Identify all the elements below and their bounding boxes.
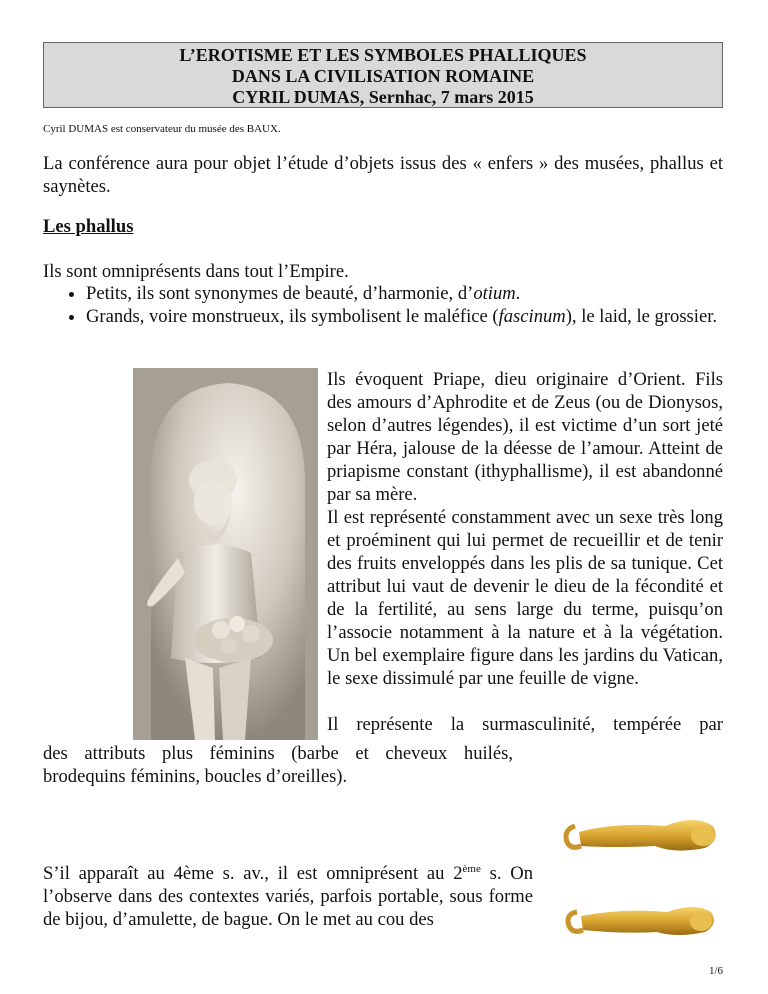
title-line-2: DANS LA CIVILISATION ROMAINE [231, 66, 535, 86]
gold-amulets-photo [555, 786, 725, 956]
priape-paragraph-1: Ils évoquent Priape, dieu originaire d’Orient. Fils des amours d’Aphrodite et de Zeus (ou de Dionysos, selon d’autres légendes), il est victime d’un sort jeté par Héra, jalouse de la déesse de l’amour. Atteint de priapisme constant (ithyphallisme), il est abandonné par sa mère. [327, 369, 723, 505]
author-note: Cyril DUMAS est conservateur du musée des BAUX. [43, 123, 281, 135]
bullet-item: • Petits, ils sont synonymes de beauté, d’harmonie, d’otium. [86, 282, 747, 305]
bullet-item: • Grands, voire monstrueux, ils symbolisent le maléfice (fascinum), le laid, le grossier. [86, 305, 747, 328]
priape-paragraph-3-start: Il représente la surmasculinité, tempérée par [327, 714, 723, 735]
priapus-statue-photo [133, 368, 318, 740]
page-number: 1/6 [708, 965, 723, 977]
intro-paragraph: La conférence aura pour objet l’étude d’objets issus des « enfers » des musées, phallus et saynètes. [43, 153, 723, 197]
title-line-3: CYRIL DUMAS, Sernhac, 7 mars 2015 [232, 87, 534, 107]
century-paragraph: S’il apparaît au 4ème s. av., il est omniprésent au 2ème s. On l’observe dans des contextes variés, parfois portable, sous forme de bijou, d’amulette, de bague. On le met au cou des [43, 863, 534, 931]
right-column [327, 368, 723, 736]
section-heading: Les phallus [43, 216, 134, 237]
bullet-list [62, 282, 747, 328]
title-box [43, 42, 723, 108]
title-line-1: L’EROTISME ET LES SYMBOLES PHALLIQUES [179, 45, 587, 65]
lead-sentence: Ils sont omniprésents dans tout l’Empire. [43, 261, 349, 282]
priape-paragraph-2: Il est représenté constamment avec un sexe très long et proéminent qui lui permet de recueillir et de tenir des fruits enveloppés dans les plis de sa tunique. Cet attribut lui vaut de devenir le dieu de la fécondité et de la fertilité, au sens large du terme, puisqu’on l’associe notamment à la nature et à la végétation. Un bel exemplaire figure dans les jardins du Vatican, le sexe dissimulé par une feuille de vigne. [327, 507, 723, 689]
priape-paragraph-3-rest: des attributs plus féminins (barbe et cheveux huilés, brodequins féminins, boucles d’oreilles). [43, 743, 513, 787]
